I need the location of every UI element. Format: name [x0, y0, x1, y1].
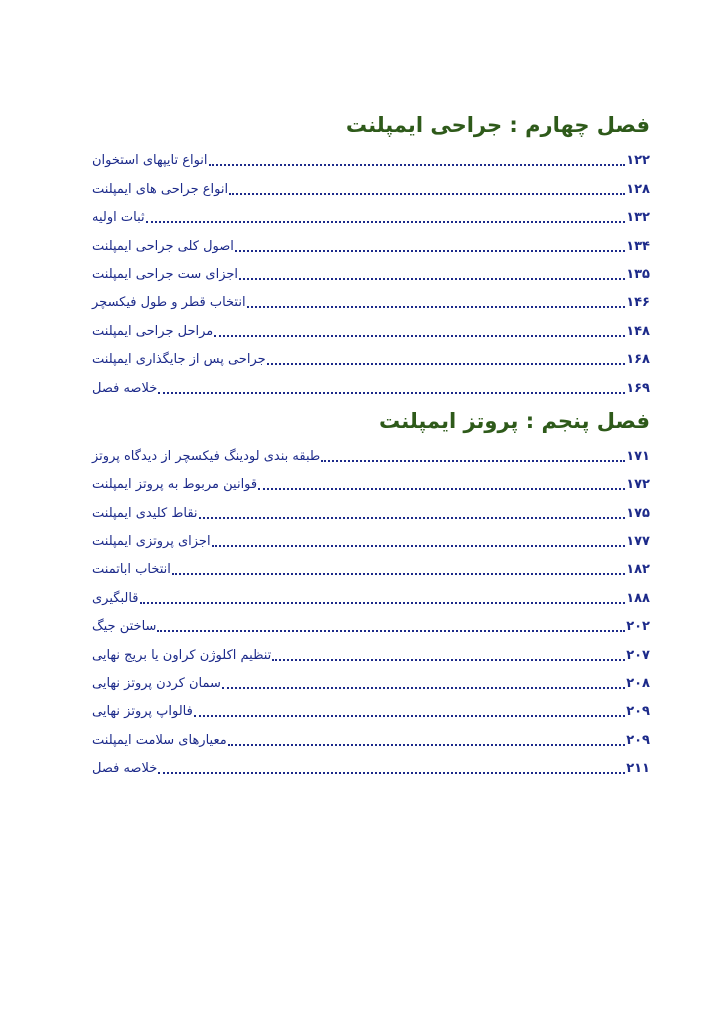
dot-leader — [146, 221, 626, 223]
toc-entry[interactable] — [90, 494, 650, 522]
toc-entry-title: نقاط کلیدی ایمپلنت — [92, 505, 198, 521]
dot-leader — [239, 278, 625, 280]
toc-entry-title: ثبات اولیه — [92, 210, 145, 226]
toc-entry-title: انواع جراحی های ایمپلنت — [92, 181, 229, 197]
toc-entry-title: طبقه بندی لودینگ فیکسچر از دیدگاه پروتز — [92, 448, 321, 464]
toc-entry-page: ۱۴۶ — [626, 295, 650, 311]
dot-leader — [222, 687, 625, 689]
toc-entry[interactable] — [90, 579, 650, 607]
toc-entry-page: ۱۳۲ — [626, 210, 650, 226]
toc-entry-page: ۱۷۵ — [626, 505, 650, 521]
toc-entry[interactable] — [90, 142, 650, 170]
toc-entry[interactable] — [90, 227, 650, 255]
toc-entry-page: ۱۶۸ — [626, 352, 650, 368]
toc-entry-title: معیارهای سلامت ایمپلنت — [92, 732, 227, 748]
toc-entry-title: سمان کردن پروتز نهایی — [92, 676, 221, 692]
toc-entry-title: ساختن جیگ — [92, 619, 157, 635]
toc-list — [90, 142, 650, 398]
chapter-5 — [90, 404, 650, 779]
toc-entry-page: ۲۰۹ — [626, 704, 650, 720]
toc-entry-title: اجزای ست جراحی ایمپلنت — [92, 266, 239, 282]
dot-leader — [140, 602, 626, 604]
dot-leader — [158, 772, 625, 774]
toc-entry-title: اجزای پروتزی ایمپلنت — [92, 534, 211, 550]
dot-leader — [157, 630, 625, 632]
toc-entry-page: ۲۰۷ — [626, 647, 650, 663]
chapter-title: فصل پنجم : پروتز ایمپلنت — [379, 408, 650, 433]
toc-entry-title: انواع تایپهای استخوان — [92, 153, 208, 169]
toc-entry[interactable] — [90, 284, 650, 312]
dot-leader — [209, 164, 626, 166]
toc-entry-title: فالواپ پروتز نهایی — [92, 704, 193, 720]
dot-leader — [235, 250, 625, 252]
toc-entry-title: قوانین مربوط به پروتز ایمپلنت — [92, 477, 258, 493]
toc-entry-page: ۱۷۱ — [626, 448, 650, 464]
toc-entry-page: ۲۰۸ — [626, 676, 650, 692]
toc-entry-title: قالبگیری — [92, 590, 139, 606]
toc-entry[interactable] — [90, 341, 650, 369]
dot-leader — [194, 715, 625, 717]
toc-entry[interactable] — [90, 312, 650, 340]
toc-entry[interactable] — [90, 369, 650, 397]
toc-entry[interactable] — [90, 693, 650, 721]
chapter-4 — [90, 108, 650, 398]
toc-entry-title: خلاصه فصل — [92, 380, 158, 396]
toc-entry[interactable] — [90, 750, 650, 778]
toc-entry[interactable] — [90, 199, 650, 227]
dot-leader — [258, 488, 625, 490]
toc-entry[interactable] — [90, 523, 650, 551]
toc-entry-page: ۱۲۲ — [626, 153, 650, 169]
toc-entry-page: ۲۰۲ — [626, 619, 650, 635]
toc-entry-page: ۱۲۸ — [626, 181, 650, 197]
toc-entry[interactable] — [90, 170, 650, 198]
toc-entry[interactable] — [90, 438, 650, 466]
toc-entry-title: انتخاب قطر و طول فیکسچر — [92, 295, 246, 311]
dot-leader — [214, 335, 625, 337]
toc-list — [90, 438, 650, 779]
chapter-title: فصل چهارم : جراحی ایمپلنت — [345, 113, 650, 137]
toc-entry-page: ۲۰۹ — [626, 732, 650, 748]
dot-leader — [158, 392, 625, 394]
toc-entry[interactable] — [90, 466, 650, 494]
toc-entry[interactable] — [90, 608, 650, 636]
dot-leader — [247, 306, 626, 308]
toc-entry[interactable] — [90, 665, 650, 693]
table-of-contents — [90, 108, 650, 778]
toc-entry-title: خلاصه فصل — [92, 761, 158, 777]
toc-entry-title: تنظیم اکلوژن کراون یا بریج نهایی — [92, 647, 272, 663]
dot-leader — [228, 744, 625, 746]
dot-leader — [267, 363, 626, 365]
toc-entry-page: ۱۷۷ — [626, 534, 650, 550]
toc-entry[interactable] — [90, 636, 650, 664]
dot-leader — [199, 517, 626, 519]
toc-entry-title: مراحل جراحی ایمپلنت — [92, 323, 214, 339]
dot-leader — [212, 545, 626, 547]
toc-entry-title: جراحی پس از جایگذاری ایمپلنت — [92, 352, 266, 368]
toc-entry-page: ۲۱۱ — [626, 761, 650, 777]
toc-entry-title: انتخاب اباتمنت — [92, 562, 171, 578]
toc-entry[interactable] — [90, 551, 650, 579]
toc-entry-title: اصول کلی جراحی ایمپلنت — [92, 238, 234, 254]
toc-entry-page: ۱۳۴ — [626, 238, 650, 254]
dot-leader — [172, 573, 625, 575]
toc-entry-page: ۱۴۸ — [626, 323, 650, 339]
dot-leader — [272, 659, 625, 661]
toc-entry-page: ۱۷۲ — [626, 477, 650, 493]
toc-entry-page: ۱۶۹ — [626, 380, 650, 396]
toc-entry[interactable] — [90, 721, 650, 749]
toc-entry[interactable] — [90, 256, 650, 284]
toc-entry-page: ۱۸۲ — [626, 562, 650, 578]
dot-leader — [229, 193, 625, 195]
toc-entry-page: ۱۳۵ — [626, 266, 650, 282]
dot-leader — [321, 460, 625, 462]
toc-entry-page: ۱۸۸ — [626, 590, 650, 606]
